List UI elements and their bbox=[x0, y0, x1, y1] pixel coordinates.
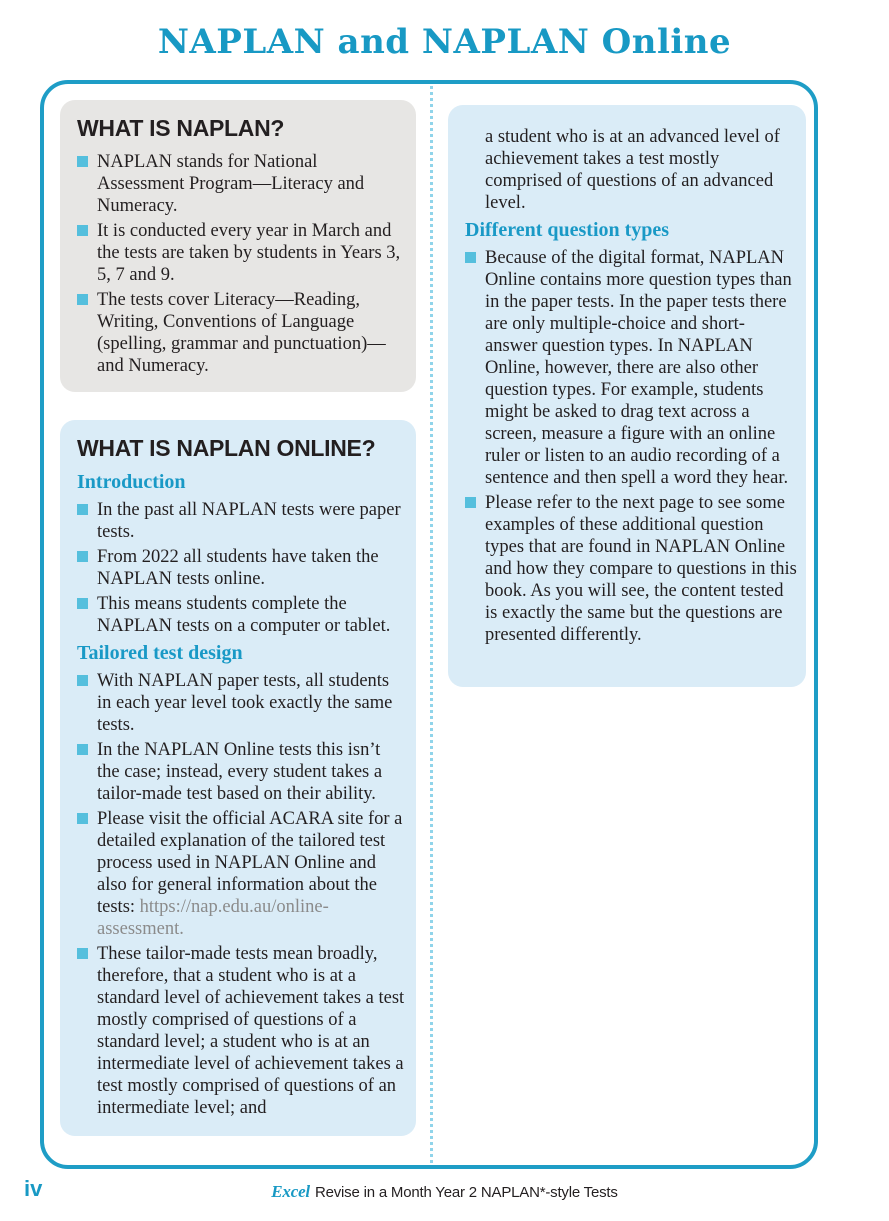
page-number: iv bbox=[24, 1176, 43, 1201]
bullet-text-lead: Please visit the official ACARA site for a detailed explanation of the tailored test process used in NAPLAN Online and also for general information about the tests: bbox=[97, 809, 403, 917]
bullet-square-icon bbox=[77, 948, 88, 959]
bullet-square-icon bbox=[77, 156, 88, 167]
footer-book-title bbox=[0, 1182, 889, 1202]
list-item bbox=[465, 247, 797, 489]
excel-brand-logo: Excel bbox=[271, 1182, 310, 1201]
main-content-border bbox=[40, 80, 818, 1169]
list-item bbox=[77, 739, 407, 805]
bullet-square-icon bbox=[77, 744, 88, 755]
tailored-test-design-subheading: Tailored test design bbox=[77, 642, 243, 664]
bullet-square-icon bbox=[77, 813, 88, 824]
bullet-text: This means students complete the NAPLAN tests on a computer or tablet. bbox=[97, 594, 391, 636]
bullet-square-icon bbox=[465, 497, 476, 508]
bullet-text: It is conducted every year in March and the tests are taken by students in Years 3, 5, 7 and 9. bbox=[97, 221, 401, 285]
what-is-naplan-online-heading: WHAT IS NAPLAN ONLINE? bbox=[77, 435, 376, 461]
bullet-text: These tailor-made tests mean broadly, therefore, that a student who is at a standard level of achievement takes a test mostly comprised of questions of a standard level; a student who is at an intermediate level of achievement takes a test mostly comprised of questions of an intermediate level; and bbox=[97, 944, 405, 1118]
list-item bbox=[77, 499, 407, 543]
bullet-text: From 2022 all students have taken the NAPLAN tests online. bbox=[97, 547, 379, 589]
bullet-text: Because of the digital format, NAPLAN Online contains more question types than in the paper tests. In the paper tests there are only multiple-choice and short-answer question types. In NAPLAN Online, however, there are also other question types. For example, students might be asked to drag text across a screen, measure a figure with an online ruler or listen to an audio recording of a sentence and then spell a word they hear. bbox=[485, 248, 792, 488]
bullet-square-icon bbox=[77, 504, 88, 515]
what-is-naplan-online-box bbox=[60, 420, 416, 1136]
list-item bbox=[77, 593, 407, 637]
continuation-paragraph: a student who is at an advanced level of achievement takes a test mostly comprised of questions of an advanced level. bbox=[485, 127, 780, 213]
column-divider-dotted-line bbox=[430, 86, 433, 1163]
bullet-text: NAPLAN stands for National Assessment Program—Literacy and Numeracy. bbox=[97, 152, 365, 216]
bullet-text-tail: . bbox=[179, 919, 184, 939]
bullet-square-icon bbox=[77, 675, 88, 686]
introduction-subheading: Introduction bbox=[77, 471, 186, 493]
list-item bbox=[77, 289, 407, 377]
bullet-square-icon bbox=[77, 294, 88, 305]
bullet-text bbox=[97, 808, 407, 940]
list-item bbox=[77, 220, 407, 286]
list-item bbox=[77, 151, 407, 217]
printed-url: https://nap.edu.au/online-assessment bbox=[97, 897, 329, 939]
bullet-square-icon bbox=[77, 598, 88, 609]
what-is-naplan-heading: WHAT IS NAPLAN? bbox=[77, 115, 285, 141]
list-item bbox=[465, 492, 797, 646]
book-title-text: Revise in a Month Year 2 NAPLAN*-style Tests bbox=[314, 1184, 618, 1201]
bullet-text: In the NAPLAN Online tests this isn’t the case; instead, every student takes a tailor-made test based on their ability. bbox=[97, 740, 383, 804]
list-item bbox=[77, 943, 407, 1119]
bullet-square-icon bbox=[465, 252, 476, 263]
list-item bbox=[77, 808, 407, 940]
page-title: NAPLAN and NAPLAN Online bbox=[157, 22, 732, 62]
naplan-online-continued-box bbox=[448, 105, 806, 687]
list-item bbox=[77, 546, 407, 590]
bullet-text: The tests cover Literacy—Reading, Writing, Conventions of Language (spelling, grammar and punctuation)—and Numeracy. bbox=[97, 290, 386, 376]
bullet-text: Please refer to the next page to see some examples of these additional question types that are found in NAPLAN Online and how they compare to questions in this book. As you will see, the content tested is exactly the same but the questions are presented differently. bbox=[485, 493, 797, 645]
list-item bbox=[77, 670, 407, 736]
what-is-naplan-box bbox=[60, 100, 416, 392]
different-question-types-subheading: Different question types bbox=[465, 219, 670, 241]
bullet-square-icon bbox=[77, 551, 88, 562]
bullet-square-icon bbox=[77, 225, 88, 236]
bullet-text: In the past all NAPLAN tests were paper tests. bbox=[97, 500, 401, 542]
bullet-text: With NAPLAN paper tests, all students in each year level took exactly the same tests. bbox=[97, 671, 393, 735]
